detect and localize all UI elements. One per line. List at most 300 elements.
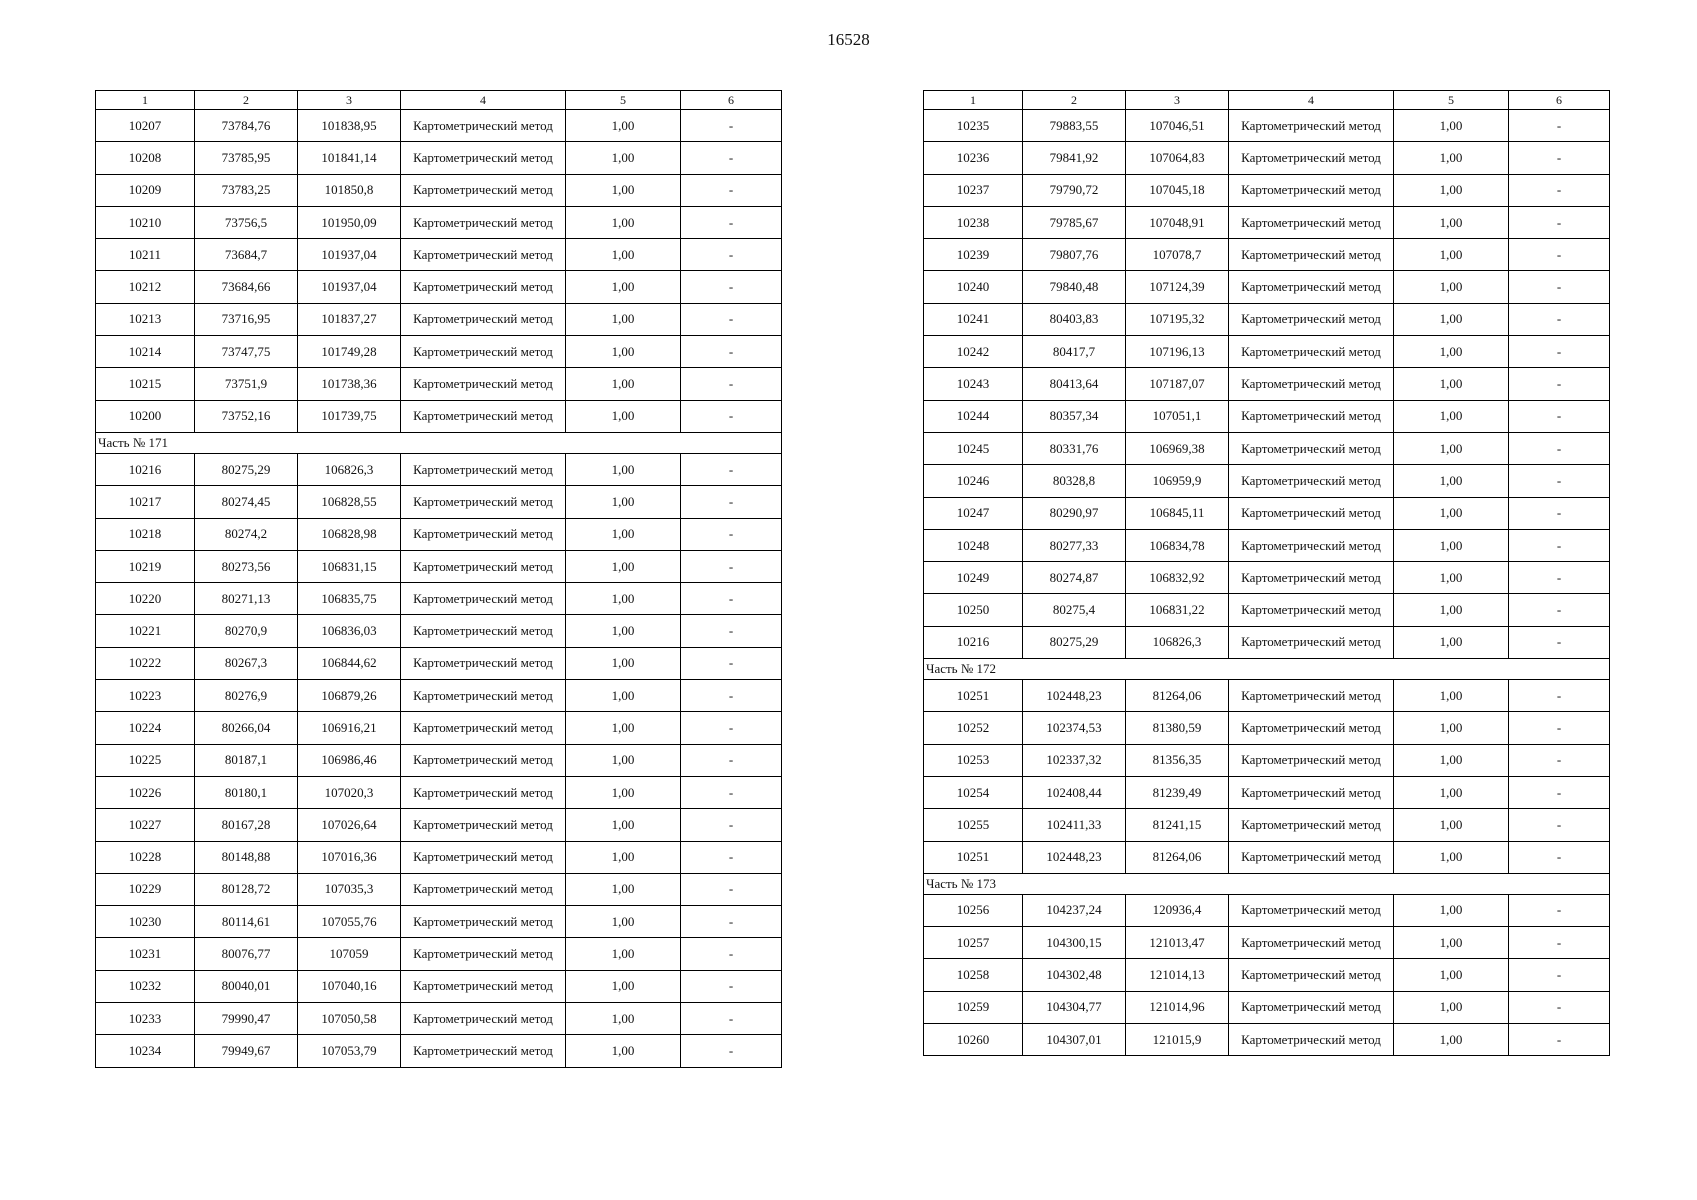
table-cell-col4: Картометрический метод — [1229, 1024, 1394, 1056]
table-cell-col3: 107046,51 — [1126, 110, 1229, 142]
table-cell-col5: 1,00 — [566, 271, 681, 303]
table-row — [96, 486, 782, 518]
table-cell-col6: - — [681, 336, 782, 368]
table-row — [96, 142, 782, 174]
table-cell-col5: 1,00 — [566, 110, 681, 142]
table-cell-col3: 107124,39 — [1126, 271, 1229, 303]
table-row — [924, 680, 1610, 712]
table-cell-col6: - — [1509, 368, 1610, 400]
table-cell-col2: 80290,97 — [1023, 497, 1126, 529]
table-cell-col1: 10225 — [96, 744, 195, 776]
table-cell-col1: 10217 — [96, 486, 195, 518]
table-cell-col3: 106845,11 — [1126, 497, 1229, 529]
table-row — [924, 206, 1610, 238]
table-cell-col5: 1,00 — [1394, 841, 1509, 873]
table-cell-col6: - — [681, 271, 782, 303]
table-cell-col1: 10200 — [96, 400, 195, 432]
table-cell-col3: 107045,18 — [1126, 174, 1229, 206]
table-cell-col5: 1,00 — [1394, 626, 1509, 658]
table-cell-col2: 80274,87 — [1023, 562, 1126, 594]
table-cell-col6: - — [681, 518, 782, 550]
table-cell-col5: 1,00 — [566, 873, 681, 905]
table-cell-col1: 10260 — [924, 1024, 1023, 1056]
table-cell-col2: 104307,01 — [1023, 1024, 1126, 1056]
table-cell-col2: 80276,9 — [195, 680, 298, 712]
table-cell-col3: 107035,3 — [298, 873, 401, 905]
table-row — [96, 647, 782, 679]
table-cell-col4: Картометрический метод — [1229, 400, 1394, 432]
table-cell-col6: - — [681, 938, 782, 970]
table-cell-col4: Картометрический метод — [1229, 336, 1394, 368]
table-cell-col5: 1,00 — [1394, 110, 1509, 142]
table-cell-col6: - — [1509, 303, 1610, 335]
table-cell-col4: Картометрический метод — [1229, 626, 1394, 658]
table-cell-col5: 1,00 — [1394, 927, 1509, 959]
table-cell-col1: 10221 — [96, 615, 195, 647]
table-row — [96, 970, 782, 1002]
table-cell-col2: 73751,9 — [195, 368, 298, 400]
table-cell-col4: Картометрический метод — [1229, 368, 1394, 400]
table-cell-col2: 79840,48 — [1023, 271, 1126, 303]
table-cell-col5: 1,00 — [1394, 562, 1509, 594]
table-cell-col4: Картометрический метод — [401, 776, 566, 808]
table-cell-col1: 10213 — [96, 303, 195, 335]
table-cell-col2: 80076,77 — [195, 938, 298, 970]
column-header: 5 — [1394, 91, 1509, 110]
table-cell-col6: - — [681, 550, 782, 582]
table-row — [96, 938, 782, 970]
table-cell-col1: 10227 — [96, 809, 195, 841]
table-cell-col6: - — [1509, 400, 1610, 432]
table-cell-col2: 73783,25 — [195, 174, 298, 206]
table-cell-col6: - — [681, 486, 782, 518]
table-cell-col5: 1,00 — [1394, 400, 1509, 432]
table-row — [96, 271, 782, 303]
table-cell-col5: 1,00 — [1394, 776, 1509, 808]
table-cell-col4: Картометрический метод — [401, 453, 566, 485]
table-cell-col2: 102448,23 — [1023, 680, 1126, 712]
table-cell-col3: 106826,3 — [298, 453, 401, 485]
table-cell-col5: 1,00 — [566, 583, 681, 615]
table-row — [924, 465, 1610, 497]
table-cell-col4: Картометрический метод — [1229, 776, 1394, 808]
column-header: 6 — [1509, 91, 1610, 110]
table-cell-col4: Картометрический метод — [401, 400, 566, 432]
table-cell-col3: 107051,1 — [1126, 400, 1229, 432]
table-cell-col3: 81241,15 — [1126, 809, 1229, 841]
table-cell-col1: 10250 — [924, 594, 1023, 626]
table-cell-col5: 1,00 — [566, 809, 681, 841]
table-cell-col6: - — [681, 400, 782, 432]
table-cell-col6: - — [681, 906, 782, 938]
table-cell-col5: 1,00 — [1394, 894, 1509, 926]
table-cell-col6: - — [681, 142, 782, 174]
table-cell-col5: 1,00 — [1394, 712, 1509, 744]
table-cell-col1: 10236 — [924, 142, 1023, 174]
table-cell-col3: 106831,15 — [298, 550, 401, 582]
table-cell-col4: Картометрический метод — [401, 1035, 566, 1067]
table-row — [924, 927, 1610, 959]
table-cell-col4: Картометрический метод — [1229, 206, 1394, 238]
table-row — [924, 529, 1610, 561]
table-cell-col2: 79790,72 — [1023, 174, 1126, 206]
table-cell-col3: 106826,3 — [1126, 626, 1229, 658]
table-cell-col2: 80417,7 — [1023, 336, 1126, 368]
table-cell-col4: Картометрический метод — [1229, 894, 1394, 926]
table-cell-col5: 1,00 — [1394, 239, 1509, 271]
table-cell-col4: Картометрический метод — [401, 938, 566, 970]
table-cell-col6: - — [1509, 744, 1610, 776]
table-cell-col3: 101837,27 — [298, 303, 401, 335]
table-cell-col1: 10248 — [924, 529, 1023, 561]
coordinates-table-right — [923, 90, 1610, 1056]
table-cell-col2: 102448,23 — [1023, 841, 1126, 873]
table-row — [96, 1035, 782, 1067]
column-header: 3 — [1126, 91, 1229, 110]
table-cell-col5: 1,00 — [1394, 529, 1509, 561]
table-cell-col5: 1,00 — [1394, 594, 1509, 626]
table-row — [924, 562, 1610, 594]
table-cell-col6: - — [681, 712, 782, 744]
table-cell-col6: - — [681, 110, 782, 142]
table-cell-col1: 10233 — [96, 1003, 195, 1035]
table-cell-col6: - — [681, 174, 782, 206]
table-cell-col4: Картометрический метод — [401, 174, 566, 206]
table-cell-col5: 1,00 — [1394, 142, 1509, 174]
part-heading: Часть № 172 — [924, 659, 1610, 680]
table-cell-col6: - — [681, 615, 782, 647]
table-cell-col6: - — [1509, 712, 1610, 744]
table-cell-col1: 10240 — [924, 271, 1023, 303]
table-row — [924, 776, 1610, 808]
table-cell-col1: 10220 — [96, 583, 195, 615]
table-cell-col5: 1,00 — [566, 615, 681, 647]
table-row — [96, 873, 782, 905]
table-row — [96, 583, 782, 615]
table-cell-col1: 10256 — [924, 894, 1023, 926]
table-cell-col5: 1,00 — [1394, 336, 1509, 368]
table-row — [96, 680, 782, 712]
table-cell-col4: Картометрический метод — [1229, 991, 1394, 1023]
table-cell-col6: - — [681, 809, 782, 841]
table-cell-col3: 106879,26 — [298, 680, 401, 712]
table-header-row — [924, 91, 1610, 110]
table-cell-col4: Картометрический метод — [1229, 594, 1394, 626]
table-cell-col2: 73716,95 — [195, 303, 298, 335]
table-cell-col6: - — [681, 776, 782, 808]
table-cell-col1: 10223 — [96, 680, 195, 712]
table-cell-col3: 121014,13 — [1126, 959, 1229, 991]
table-row — [96, 550, 782, 582]
part-heading: Часть № 171 — [96, 432, 782, 453]
table-cell-col5: 1,00 — [566, 712, 681, 744]
table-cell-col2: 104237,24 — [1023, 894, 1126, 926]
table-row — [96, 303, 782, 335]
part-heading-row — [924, 873, 1610, 894]
table-cell-col1: 10229 — [96, 873, 195, 905]
table-cell-col4: Картометрический метод — [1229, 680, 1394, 712]
table-cell-col3: 121013,47 — [1126, 927, 1229, 959]
table-cell-col3: 81264,06 — [1126, 841, 1229, 873]
table-cell-col3: 106959,9 — [1126, 465, 1229, 497]
table-cell-col4: Картометрический метод — [401, 336, 566, 368]
table-cell-col4: Картометрический метод — [1229, 712, 1394, 744]
table-cell-col5: 1,00 — [566, 486, 681, 518]
table-cell-col6: - — [1509, 626, 1610, 658]
table-cell-col1: 10209 — [96, 174, 195, 206]
coordinates-table-left — [95, 90, 782, 1068]
table-cell-col3: 107059 — [298, 938, 401, 970]
table-cell-col1: 10224 — [96, 712, 195, 744]
table-cell-col1: 10219 — [96, 550, 195, 582]
table-cell-col3: 120936,4 — [1126, 894, 1229, 926]
table-cell-col5: 1,00 — [566, 206, 681, 238]
table-cell-col6: - — [1509, 174, 1610, 206]
table-row — [96, 712, 782, 744]
table-cell-col4: Картометрический метод — [1229, 927, 1394, 959]
table-cell-col1: 10237 — [924, 174, 1023, 206]
table-cell-col4: Картометрический метод — [401, 873, 566, 905]
table-cell-col2: 80266,04 — [195, 712, 298, 744]
table-cell-col5: 1,00 — [1394, 744, 1509, 776]
table-row — [96, 174, 782, 206]
table-cell-col5: 1,00 — [1394, 809, 1509, 841]
table-cell-col1: 10241 — [924, 303, 1023, 335]
table-cell-col3: 101850,8 — [298, 174, 401, 206]
table-row — [96, 744, 782, 776]
table-cell-col3: 107195,32 — [1126, 303, 1229, 335]
table-cell-col5: 1,00 — [566, 744, 681, 776]
column-header: 6 — [681, 91, 782, 110]
table-row — [96, 110, 782, 142]
table-cell-col6: - — [1509, 110, 1610, 142]
table-cell-col6: - — [681, 841, 782, 873]
table-row — [924, 271, 1610, 303]
table-cell-col2: 80328,8 — [1023, 465, 1126, 497]
table-cell-col4: Картометрический метод — [1229, 174, 1394, 206]
table-cell-col6: - — [681, 1003, 782, 1035]
table-row — [96, 453, 782, 485]
table-cell-col4: Картометрический метод — [401, 550, 566, 582]
table-cell-col5: 1,00 — [566, 142, 681, 174]
table-cell-col2: 80187,1 — [195, 744, 298, 776]
table-cell-col3: 106835,75 — [298, 583, 401, 615]
part-heading-row — [924, 659, 1610, 680]
table-cell-col6: - — [681, 970, 782, 1002]
table-cell-col3: 107053,79 — [298, 1035, 401, 1067]
table-cell-col3: 101838,95 — [298, 110, 401, 142]
table-cell-col1: 10216 — [96, 453, 195, 485]
table-cell-col2: 79949,67 — [195, 1035, 298, 1067]
table-cell-col2: 80148,88 — [195, 841, 298, 873]
table-row — [96, 776, 782, 808]
table-cell-col2: 104302,48 — [1023, 959, 1126, 991]
table-cell-col2: 104304,77 — [1023, 991, 1126, 1023]
table-cell-col2: 80267,3 — [195, 647, 298, 679]
column-header: 1 — [96, 91, 195, 110]
table-cell-col1: 10258 — [924, 959, 1023, 991]
table-cell-col5: 1,00 — [566, 938, 681, 970]
table-cell-col3: 107055,76 — [298, 906, 401, 938]
table-cell-col4: Картометрический метод — [401, 303, 566, 335]
table-cell-col1: 10257 — [924, 927, 1023, 959]
table-cell-col4: Картометрический метод — [401, 1003, 566, 1035]
table-cell-col4: Картометрический метод — [1229, 432, 1394, 464]
table-cell-col2: 80275,29 — [195, 453, 298, 485]
table-cell-col5: 1,00 — [1394, 368, 1509, 400]
table-body-right — [924, 110, 1610, 1056]
table-cell-col6: - — [1509, 680, 1610, 712]
part-heading-row — [96, 432, 782, 453]
table-cell-col5: 1,00 — [566, 518, 681, 550]
table-cell-col3: 101749,28 — [298, 336, 401, 368]
table-cell-col1: 10230 — [96, 906, 195, 938]
table-cell-col1: 10247 — [924, 497, 1023, 529]
table-cell-col1: 10239 — [924, 239, 1023, 271]
table-cell-col2: 79990,47 — [195, 1003, 298, 1035]
table-cell-col1: 10231 — [96, 938, 195, 970]
table-cell-col1: 10228 — [96, 841, 195, 873]
table-cell-col4: Картометрический метод — [401, 368, 566, 400]
table-cell-col3: 106828,55 — [298, 486, 401, 518]
table-cell-col1: 10215 — [96, 368, 195, 400]
table-cell-col4: Картометрический метод — [401, 680, 566, 712]
table-cell-col2: 102374,53 — [1023, 712, 1126, 744]
table-cell-col3: 101739,75 — [298, 400, 401, 432]
table-row — [924, 142, 1610, 174]
table-cell-col5: 1,00 — [566, 550, 681, 582]
table-row — [924, 174, 1610, 206]
table-cell-col5: 1,00 — [566, 841, 681, 873]
table-cell-col2: 80357,34 — [1023, 400, 1126, 432]
table-cell-col5: 1,00 — [566, 680, 681, 712]
table-cell-col1: 10251 — [924, 841, 1023, 873]
table-cell-col1: 10222 — [96, 647, 195, 679]
table-cell-col4: Картометрический метод — [1229, 959, 1394, 991]
table-cell-col5: 1,00 — [1394, 303, 1509, 335]
table-row — [924, 110, 1610, 142]
table-cell-col3: 107040,16 — [298, 970, 401, 1002]
table-cell-col6: - — [1509, 529, 1610, 561]
table-row — [924, 894, 1610, 926]
table-cell-col1: 10211 — [96, 239, 195, 271]
table-cell-col6: - — [681, 368, 782, 400]
table-cell-col5: 1,00 — [566, 336, 681, 368]
table-cell-col5: 1,00 — [566, 1003, 681, 1035]
table-row — [96, 368, 782, 400]
table-cell-col2: 80413,64 — [1023, 368, 1126, 400]
table-cell-col4: Картометрический метод — [401, 906, 566, 938]
table-row — [96, 841, 782, 873]
table-cell-col4: Картометрический метод — [401, 518, 566, 550]
table-row — [96, 206, 782, 238]
table-cell-col3: 101738,36 — [298, 368, 401, 400]
table-cell-col2: 102408,44 — [1023, 776, 1126, 808]
table-row — [924, 303, 1610, 335]
table-cell-col6: - — [681, 680, 782, 712]
table-cell-col6: - — [1509, 206, 1610, 238]
table-cell-col5: 1,00 — [566, 970, 681, 1002]
table-cell-col2: 80275,29 — [1023, 626, 1126, 658]
table-row — [96, 615, 782, 647]
table-cell-col5: 1,00 — [1394, 465, 1509, 497]
table-cell-col3: 106828,98 — [298, 518, 401, 550]
table-cell-col6: - — [681, 647, 782, 679]
table-cell-col3: 106836,03 — [298, 615, 401, 647]
table-cell-col1: 10232 — [96, 970, 195, 1002]
table-cell-col4: Картометрический метод — [401, 142, 566, 174]
table-cell-col6: - — [681, 453, 782, 485]
table-row — [924, 959, 1610, 991]
table-cell-col2: 80114,61 — [195, 906, 298, 938]
table-cell-col5: 1,00 — [566, 174, 681, 206]
table-cell-col2: 80274,2 — [195, 518, 298, 550]
table-cell-col2: 73785,95 — [195, 142, 298, 174]
table-cell-col3: 101950,09 — [298, 206, 401, 238]
table-cell-col2: 80277,33 — [1023, 529, 1126, 561]
table-cell-col6: - — [1509, 809, 1610, 841]
table-cell-col4: Картометрический метод — [1229, 110, 1394, 142]
table-cell-col2: 73752,16 — [195, 400, 298, 432]
table-row — [924, 239, 1610, 271]
table-cell-col4: Картометрический метод — [401, 110, 566, 142]
table-row — [924, 594, 1610, 626]
table-cell-col3: 107064,83 — [1126, 142, 1229, 174]
table-cell-col3: 107078,7 — [1126, 239, 1229, 271]
table-cell-col2: 73756,5 — [195, 206, 298, 238]
table-row — [924, 809, 1610, 841]
table-cell-col3: 121015,9 — [1126, 1024, 1229, 1056]
table-row — [924, 432, 1610, 464]
table-cell-col4: Картометрический метод — [1229, 562, 1394, 594]
table-row — [96, 518, 782, 550]
table-row — [924, 626, 1610, 658]
table-cell-col4: Картометрический метод — [1229, 303, 1394, 335]
table-cell-col2: 102411,33 — [1023, 809, 1126, 841]
table-cell-col4: Картометрический метод — [401, 712, 566, 744]
table-cell-col3: 81356,35 — [1126, 744, 1229, 776]
table-cell-col5: 1,00 — [1394, 206, 1509, 238]
table-cell-col2: 80271,13 — [195, 583, 298, 615]
table-cell-col1: 10243 — [924, 368, 1023, 400]
table-cell-col4: Картометрический метод — [401, 809, 566, 841]
table-cell-col5: 1,00 — [566, 400, 681, 432]
table-cell-col1: 10238 — [924, 206, 1023, 238]
table-cell-col4: Картометрический метод — [401, 744, 566, 776]
table-header-row — [96, 91, 782, 110]
table-cell-col2: 102337,32 — [1023, 744, 1126, 776]
column-header: 4 — [401, 91, 566, 110]
table-row — [96, 1003, 782, 1035]
table-cell-col6: - — [681, 239, 782, 271]
table-cell-col3: 101937,04 — [298, 271, 401, 303]
table-row — [924, 712, 1610, 744]
table-cell-col3: 107016,36 — [298, 841, 401, 873]
table-cell-col4: Картометрический метод — [401, 970, 566, 1002]
table-cell-col2: 80331,76 — [1023, 432, 1126, 464]
table-cell-col5: 1,00 — [1394, 174, 1509, 206]
column-header: 2 — [1023, 91, 1126, 110]
table-row — [96, 336, 782, 368]
table-cell-col1: 10255 — [924, 809, 1023, 841]
table-cell-col2: 80180,1 — [195, 776, 298, 808]
table-row — [924, 1024, 1610, 1056]
table-cell-col2: 73684,66 — [195, 271, 298, 303]
table-cell-col3: 81264,06 — [1126, 680, 1229, 712]
table-row — [96, 809, 782, 841]
table-cell-col2: 80274,45 — [195, 486, 298, 518]
table-cell-col4: Картометрический метод — [1229, 809, 1394, 841]
